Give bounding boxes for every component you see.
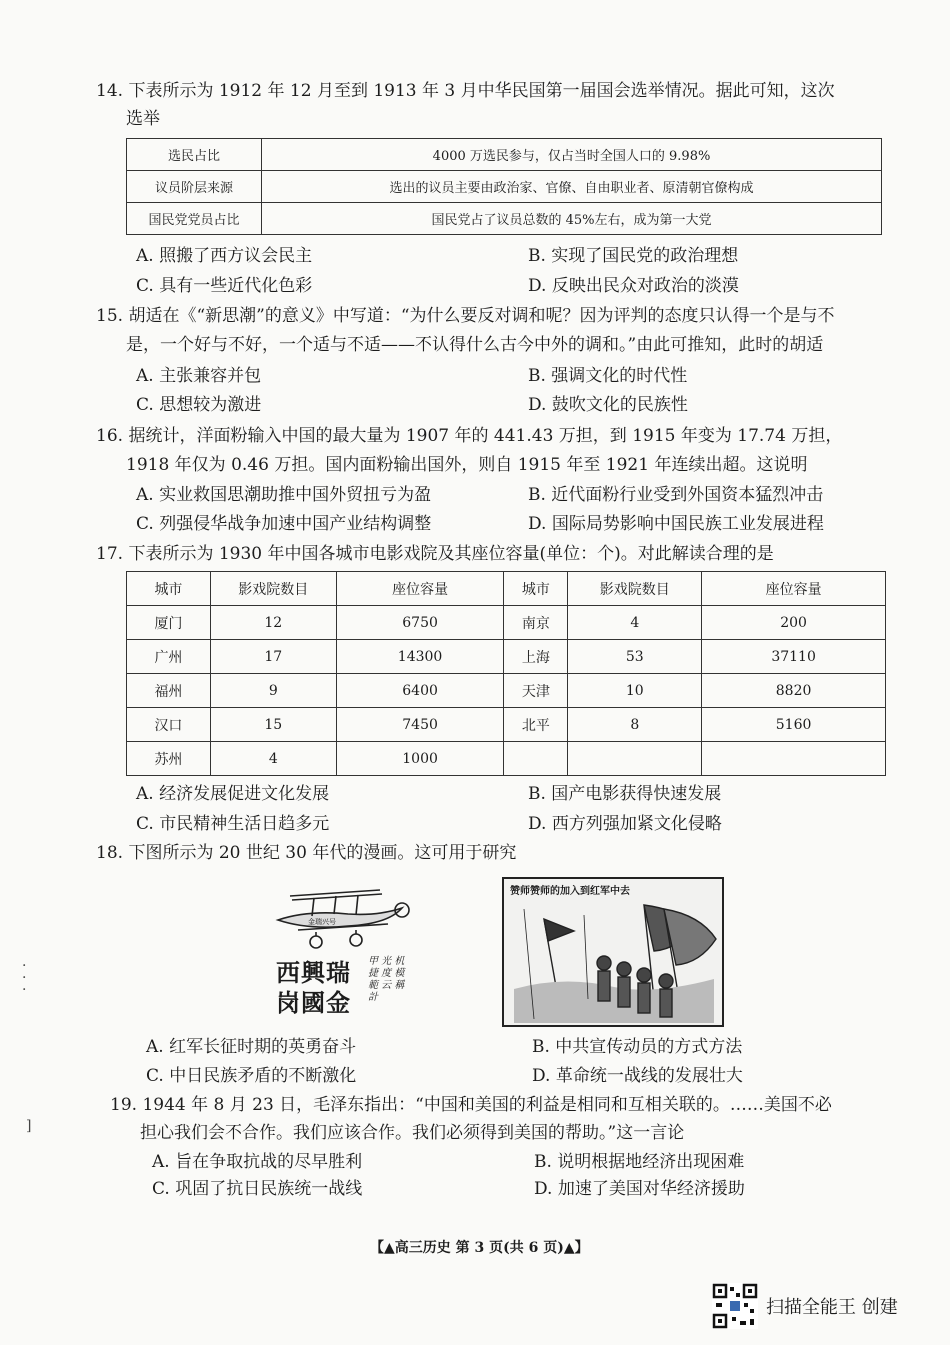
q16-option-d[interactable]: D. 国际局势影响中国民族工业发展进程	[528, 514, 824, 534]
q14-option-d[interactable]: D. 反映出民众对政治的淡漠	[528, 276, 739, 296]
q19-option-d[interactable]: D. 加速了美国对华经济援助	[534, 1179, 745, 1199]
table-cell: 14300	[336, 640, 504, 674]
table-cell: 4	[568, 606, 702, 640]
q18-option-d[interactable]: D. 革命统一战线的发展壮大	[532, 1066, 743, 1086]
table-cell: 国民党党员占比	[127, 203, 262, 235]
table-header-cell: 影戏院数目	[210, 572, 336, 606]
q15-stem-line1: 15. 胡适在《“新思潮”的意义》中写道：“为什么要反对调和呢？因为评判的态度只认得一个是与不	[96, 306, 835, 326]
cartoon-red-army	[502, 877, 724, 1027]
q14-option-a[interactable]: A. 照搬了西方议会民主	[136, 246, 313, 266]
q16-stem-line2: 1918 年仅为 0.46 万担。国内面粉输出国外，则自 1915 年至 1921 年连续出超。这说明	[126, 455, 808, 475]
q15-stem-line2: 是，一个好与不好，一个适与不适——不认得什么古今中外的调和。”由此可推知，此时的胡适	[126, 335, 824, 355]
q15-option-d[interactable]: D. 鼓吹文化的民族性	[528, 395, 688, 415]
q14-option-b[interactable]: B. 实现了国民党的政治理想	[528, 246, 739, 266]
table-header-cell: 城市	[504, 572, 568, 606]
airplane-drawing	[268, 880, 412, 960]
table-row	[127, 708, 886, 742]
table-cell: 1000	[336, 742, 504, 776]
margin-bracket: ]	[26, 1118, 32, 1134]
q17-option-d[interactable]: D. 西方列强加紧文化侵略	[528, 814, 722, 834]
table-row	[127, 674, 886, 708]
table-cell	[504, 742, 568, 776]
q19-option-b[interactable]: B. 说明根据地经济出现困难	[534, 1152, 745, 1172]
table-row	[127, 171, 882, 203]
plane-label: 金瑞兴号	[308, 918, 336, 926]
q15-option-a[interactable]: A. 主张兼容并包	[136, 366, 262, 386]
q19-option-c[interactable]: C. 巩固了抗日民族统一战线	[152, 1179, 363, 1199]
table-cell: 5160	[702, 708, 886, 742]
q17-table	[126, 571, 886, 776]
q18-option-c[interactable]: C. 中日民族矛盾的不断激化	[146, 1066, 357, 1086]
page-footer: 【▲高三历史 第 3 页(共 6 页)▲】	[370, 1240, 589, 1256]
scanner-watermark-text: 扫描全能王 创建	[766, 1297, 898, 1318]
q14-stem-line2: 选举	[126, 109, 160, 129]
table-cell: 4000 万选民参与，仅占当时全国人口的 9.98%	[262, 139, 882, 171]
q18-option-a[interactable]: A. 红军长征时期的英勇奋斗	[146, 1037, 357, 1057]
table-header-cell: 城市	[127, 572, 211, 606]
table-cell: 17	[210, 640, 336, 674]
cartoon-slogan-big: 西興瑞 岗國金	[276, 958, 351, 1017]
table-header-row	[127, 572, 886, 606]
table-cell: 广州	[127, 640, 211, 674]
q16-option-b[interactable]: B. 近代面粉行业受到外国资本猛烈冲击	[528, 485, 824, 505]
table-row	[127, 640, 886, 674]
table-cell: 国民党占了议员总数的 45%左右，成为第一大党	[262, 203, 882, 235]
q14-table	[126, 138, 882, 235]
margin-dots: · · ·	[22, 958, 27, 998]
table-cell: 7450	[336, 708, 504, 742]
table-cell: 选民占比	[127, 139, 262, 171]
q16-option-a[interactable]: A. 实业救国思潮助推中国外贸扭亏为盈	[136, 485, 432, 505]
table-cell: 议员阶层来源	[127, 171, 262, 203]
table-cell: 12	[210, 606, 336, 640]
q15-option-b[interactable]: B. 强调文化的时代性	[528, 366, 688, 386]
table-row	[127, 139, 882, 171]
q14-stem-line1: 14. 下表所示为 1912 年 12 月至到 1913 年 3 月中华民国第一届国会选举情况。据此可知，这次	[96, 81, 835, 101]
table-cell: 15	[210, 708, 336, 742]
q17-option-b[interactable]: B. 国产电影获得快速发展	[528, 784, 722, 804]
cartoon-airplane	[268, 880, 412, 1028]
table-cell: 福州	[127, 674, 211, 708]
table-cell: 选出的议员主要由政治家、官僚、自由职业者、原清朝官僚构成	[262, 171, 882, 203]
table-row	[127, 742, 886, 776]
cartoon-caption: 赞师赞师的加入到红军中去	[510, 886, 630, 897]
q14-option-c[interactable]: C. 具有一些近代化色彩	[136, 276, 313, 296]
q19-stem-line2: 担心我们会不合作。我们应该合作。我们必须得到美国的帮助。”这一言论	[140, 1123, 685, 1143]
qr-code-icon	[712, 1283, 758, 1329]
table-cell: 200	[702, 606, 886, 640]
q16-option-c[interactable]: C. 列强侵华战争加速中国产业结构调整	[136, 514, 432, 534]
table-cell: 8	[568, 708, 702, 742]
table-cell: 厦门	[127, 606, 211, 640]
table-cell: 北平	[504, 708, 568, 742]
table-cell: 苏州	[127, 742, 211, 776]
table-row	[127, 203, 882, 235]
table-cell: 4	[210, 742, 336, 776]
q17-option-a[interactable]: A. 经济发展促进文化发展	[136, 784, 330, 804]
table-header-cell: 座位容量	[702, 572, 886, 606]
table-cell: 6750	[336, 606, 504, 640]
q18-stem-line1: 18. 下图所示为 20 世纪 30 年代的漫画。这可用于研究	[96, 843, 517, 863]
table-row	[127, 606, 886, 640]
table-header-cell: 座位容量	[336, 572, 504, 606]
table-cell: 汉口	[127, 708, 211, 742]
table-cell: 南京	[504, 606, 568, 640]
table-header-cell: 影戏院数目	[568, 572, 702, 606]
q17-option-c[interactable]: C. 市民精神生活日趋多元	[136, 814, 330, 834]
table-cell: 天津	[504, 674, 568, 708]
table-cell: 9	[210, 674, 336, 708]
table-cell: 53	[568, 640, 702, 674]
table-cell: 6400	[336, 674, 504, 708]
cartoon-slogan-small: 甲 光 机 捷 度 模 範 云 稱 計	[368, 956, 405, 1003]
table-cell: 10	[568, 674, 702, 708]
q16-stem-line1: 16. 据统计，洋面粉输入中国的最大量为 1907 年的 441.43 万担，到 1915 年变为 17.74 万担，	[96, 426, 843, 446]
q15-option-c[interactable]: C. 思想较为激进	[136, 395, 262, 415]
q19-option-a[interactable]: A. 旨在争取抗战的尽早胜利	[152, 1152, 363, 1172]
marching-drawing	[504, 879, 722, 1025]
table-cell	[702, 742, 886, 776]
q19-stem-line1: 19. 1944 年 8 月 23 日，毛泽东指出：“中国和美国的利益是相同和互相关联的。……美国不必	[110, 1095, 832, 1115]
q18-option-b[interactable]: B. 中共宣传动员的方式方法	[532, 1037, 743, 1057]
q17-stem-line1: 17. 下表所示为 1930 年中国各城市电影戏院及其座位容量(单位：个)。对此解读合理的是	[96, 544, 774, 564]
table-cell	[568, 742, 702, 776]
table-cell: 37110	[702, 640, 886, 674]
table-cell: 上海	[504, 640, 568, 674]
table-cell: 8820	[702, 674, 886, 708]
